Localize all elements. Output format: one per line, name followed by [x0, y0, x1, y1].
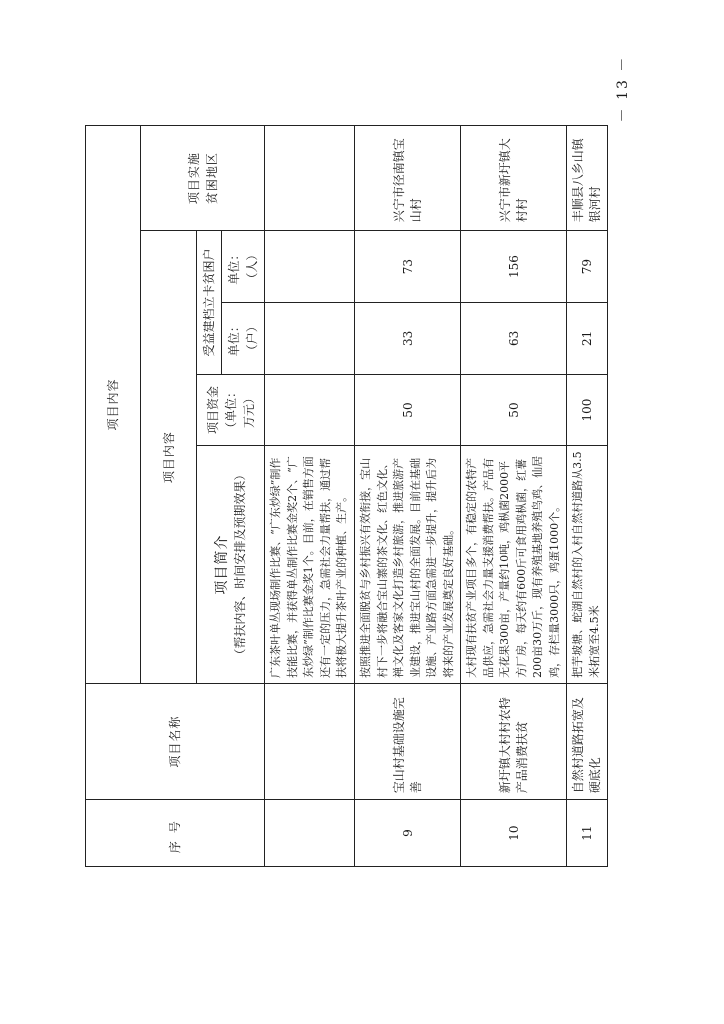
row-area: 兴宁市径南镇宝山村 [355, 126, 461, 231]
row-seq [265, 800, 355, 867]
row-persons: 73 [355, 231, 461, 303]
row-area: 兴宁市新圩镇大村村 [461, 126, 567, 231]
header-project-name: 项目名称 [86, 683, 265, 799]
row-intro: 大村现有扶贫产业项目多个，有稳定的农特产品供应，急需社会力量支援消费帮扶。产品有无花果300亩，产量约10吨，鸡枞菌2000平方厂房，每天约有600斤可食用鸡枞菌，红薯200亩30万斤，现有养殖基地养殖鸟鸡、仙居鸡，存栏量3000只，鸡蛋1000个。 [461, 446, 567, 684]
row-seq: 9 [355, 800, 461, 867]
row-area: 丰顺县八乡山镇银河村 [567, 126, 608, 231]
header-persons-line2: （人） [245, 248, 259, 285]
row-households: 21 [567, 302, 608, 374]
row-intro: 按照推进全面脱贫与乡村振兴有效衔接，宝山村下一步将融合宝山寨的茶文化、红色文化、禅文化及客家文化打造乡村旅游，推进旅游产业建设，推进宝山村的全面发展。目前在基础设施、产业路方面急需进一步提升，提升后为将来的产业发展奠定良好基础。 [355, 446, 461, 684]
header-intro [197, 446, 265, 684]
row-funds [265, 374, 355, 446]
header-funds-line1: 项目资金 [205, 386, 220, 435]
row-households [265, 302, 355, 374]
row-name: 自然村道路拓宽及硬底化 [567, 683, 608, 799]
header-persons [222, 231, 265, 303]
table-row [355, 126, 461, 867]
table-row [461, 126, 567, 867]
row-seq: 10 [461, 800, 567, 867]
row-funds: 100 [567, 374, 608, 446]
row-households: 63 [461, 302, 567, 374]
row-area [265, 126, 355, 231]
header-beneficiary: 受益建档立卡贫困户 [197, 231, 222, 374]
row-intro: 广东茶叶单丛现场制作比赛、“广东炒绿”制作技能比赛，并获得单丛制作比赛金奖2个、“广东炒绿”制作比赛金奖1个。目前，在销售方面还有一定的压力，急需社会力量帮扶，通过帮扶将极大提升茶叶产业的种植、生产。 [265, 446, 355, 684]
header-households-line2: （户） [245, 320, 259, 357]
header-persons-line1: 单位： [227, 248, 241, 285]
table-row [567, 126, 608, 867]
header-intro-title: 项目简介 [213, 534, 230, 595]
header-funds-line2: （单位： [223, 386, 238, 435]
row-intro: 把芋坡塘、蛇湖自然村的入村自然村道路从3.5米拓宽至4.5米 [567, 446, 608, 684]
row-name [265, 683, 355, 799]
header-households [222, 302, 265, 374]
header-project-content: 项目内容 [86, 126, 141, 684]
header-row-1 [86, 126, 141, 867]
header-seq: 序号 [86, 800, 265, 867]
project-table [85, 125, 608, 867]
header-households-line1: 单位： [227, 320, 241, 357]
row-seq: 11 [567, 800, 608, 867]
header-area [141, 126, 265, 231]
header-funds [197, 374, 265, 446]
row-funds: 50 [461, 374, 567, 446]
header-funds-line3: 万元） [241, 392, 256, 429]
page-number: － 13 － [615, 55, 631, 123]
header-project-content-inner: 项目内容 [141, 231, 197, 684]
row-name: 新圩镇大村村农特产品消费扶贫 [461, 683, 567, 799]
header-area-line2: 贫困地区 [204, 152, 219, 205]
row-funds: 50 [355, 374, 461, 446]
row-persons [265, 231, 355, 303]
row-households: 33 [355, 302, 461, 374]
header-intro-subtitle: （帮扶内容、时间安排及预期效果） [232, 468, 247, 661]
table-row [265, 126, 355, 867]
row-persons: 79 [567, 231, 608, 303]
header-area-line1: 项目实施 [186, 152, 201, 205]
row-name: 宝山村基础设施完善 [355, 683, 461, 799]
row-persons: 156 [461, 231, 567, 303]
